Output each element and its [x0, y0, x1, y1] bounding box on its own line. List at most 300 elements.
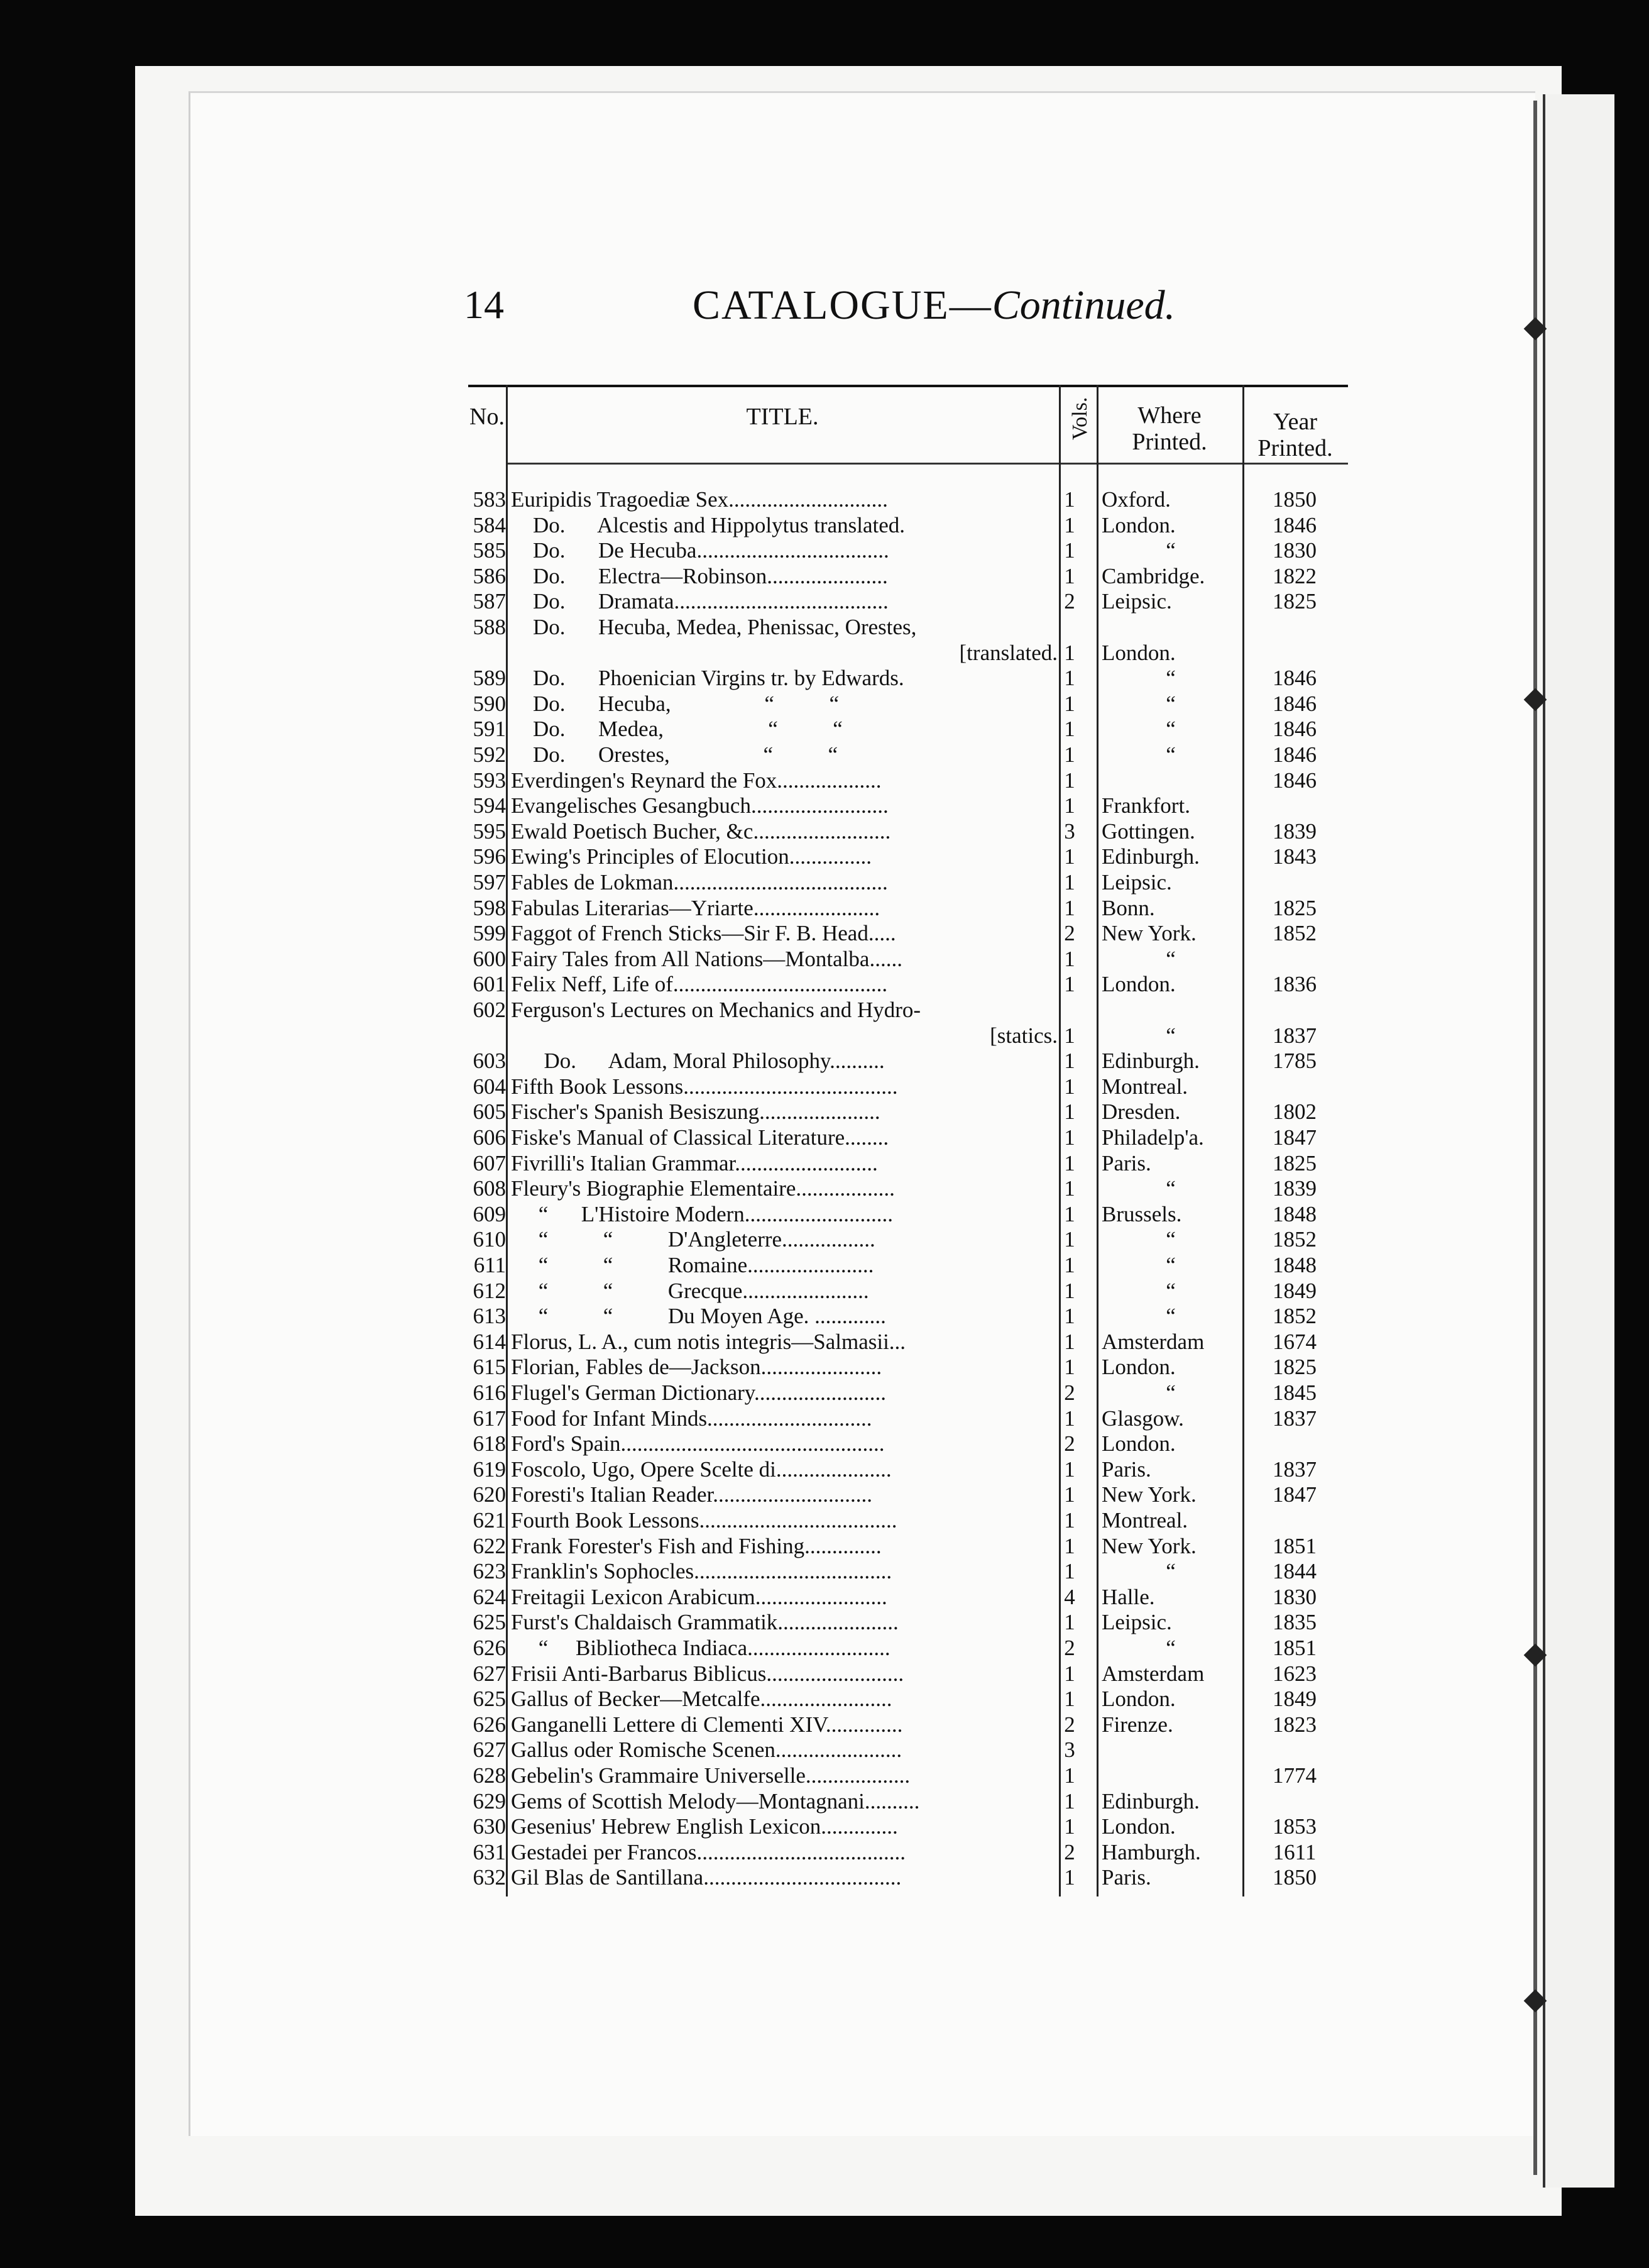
row-number: 592: [473, 742, 506, 767]
table-row: [468, 921, 1348, 946]
row-vols: 1: [1064, 742, 1075, 767]
row-number: 617: [473, 1406, 506, 1431]
row-number: 619: [473, 1456, 506, 1482]
table-row: [468, 1457, 1348, 1482]
header-where-line1: Where: [1137, 402, 1202, 429]
row-year: 1852: [1273, 1304, 1317, 1329]
row-year: 1830: [1273, 538, 1317, 563]
table-row: [468, 1176, 1348, 1201]
row-year: 1846: [1273, 691, 1317, 716]
table-row: [468, 1814, 1348, 1839]
row-number: 610: [473, 1227, 506, 1252]
row-vols: 1: [1064, 691, 1075, 716]
row-place: “: [1166, 1278, 1176, 1303]
row-year: 1845: [1273, 1380, 1317, 1405]
row-title: Do. Dramata.......................................: [511, 589, 889, 614]
row-title: Ewing's Principles of Elocution...............: [511, 844, 872, 869]
row-title: Foscolo, Ugo, Opere Scelte di.....................: [511, 1456, 892, 1482]
row-number: 595: [473, 818, 506, 844]
header-no: No.: [469, 404, 505, 430]
row-number: 605: [473, 1099, 506, 1125]
table-row: [468, 1508, 1348, 1533]
row-vols: 1: [1064, 1533, 1075, 1558]
row-year: 1836: [1273, 972, 1317, 997]
row-year: 1848: [1273, 1201, 1317, 1226]
row-year: 1830: [1273, 1584, 1317, 1609]
row-number: 594: [473, 793, 506, 818]
row-number: 627: [473, 1661, 506, 1686]
row-vols: 1: [1064, 1456, 1075, 1482]
row-title: Fabulas Literarias—Yriarte.......................: [511, 895, 880, 920]
row-title: Fivrilli's Italian Grammar..........................: [511, 1150, 878, 1175]
table-row: [468, 1380, 1348, 1406]
row-number: 623: [473, 1559, 506, 1584]
row-place: New York.: [1102, 921, 1197, 946]
row-number: 608: [473, 1176, 506, 1201]
row-vols: 1: [1064, 768, 1075, 793]
row-number: 599: [473, 921, 506, 946]
row-year: 1846: [1273, 768, 1317, 793]
row-year: 1674: [1273, 1329, 1317, 1354]
table-row: [468, 896, 1348, 921]
table-row: [468, 1865, 1348, 1890]
row-title: Euripidis Tragoediæ Sex.............................: [511, 487, 888, 512]
header-year: [1242, 409, 1348, 461]
row-title: Faggot of French Sticks—Sir F. B. Head.....: [511, 921, 896, 946]
row-number: 590: [473, 691, 506, 716]
table-row: [468, 1304, 1348, 1329]
row-vols: 1: [1064, 1201, 1075, 1226]
row-number: 585: [473, 538, 506, 563]
row-title: “ “ Romaine.......................: [511, 1253, 874, 1277]
table-row: [468, 1687, 1348, 1712]
row-place: Philadelp'a.: [1102, 1125, 1204, 1150]
row-title: Ford's Spain................................................: [511, 1431, 885, 1456]
row-number: 598: [473, 895, 506, 920]
row-number: 597: [473, 870, 506, 895]
row-place: “: [1166, 1380, 1176, 1405]
table-row: [468, 666, 1348, 691]
row-title: “ Bibliotheca Indiaca..........................: [511, 1636, 890, 1660]
row-vols: 2: [1064, 1712, 1075, 1737]
row-title: Gebelin's Grammaire Universelle...................: [511, 1763, 911, 1788]
table-row: [468, 641, 1348, 666]
row-place: New York.: [1102, 1533, 1197, 1558]
table-row: [468, 768, 1348, 793]
row-place: Cambridge.: [1102, 563, 1205, 588]
row-place: “: [1166, 1227, 1176, 1252]
row-vols: 1: [1064, 1176, 1075, 1201]
row-number: 616: [473, 1380, 506, 1405]
row-number: 603: [473, 1049, 506, 1074]
row-number: 589: [473, 666, 506, 691]
row-number: 626: [473, 1712, 506, 1737]
table-row: [468, 1636, 1348, 1661]
binding-thread: [1533, 101, 1537, 2175]
row-title: Gallus oder Romische Scenen.......................: [511, 1737, 902, 1763]
row-vols: 2: [1064, 921, 1075, 946]
table-header-rule: [506, 463, 1348, 465]
row-vols: 1: [1064, 1049, 1075, 1074]
header-where-line2: Printed.: [1132, 429, 1207, 455]
row-year: 1825: [1273, 1355, 1317, 1380]
row-number: 612: [473, 1278, 506, 1303]
row-year: 1839: [1273, 1176, 1317, 1201]
row-title: Gestadei per Francos......................................: [511, 1839, 906, 1864]
row-vols: 1: [1064, 640, 1075, 665]
row-vols: 1: [1064, 666, 1075, 691]
row-number: 593: [473, 768, 506, 793]
table-row: [468, 844, 1348, 869]
row-year: 1837: [1273, 1023, 1317, 1048]
row-title: Do. Phoenician Virgins tr. by Edwards.: [511, 666, 904, 691]
row-vols: 2: [1064, 1839, 1075, 1864]
row-title: Do. De Hecuba...................................: [511, 538, 889, 563]
row-number: 626: [473, 1636, 506, 1660]
table-row: [468, 1406, 1348, 1431]
table-row: [468, 1431, 1348, 1456]
row-year: 1835: [1273, 1610, 1317, 1635]
row-place: Frankfort.: [1102, 793, 1190, 818]
row-vols: 1: [1064, 1661, 1075, 1686]
row-vols: 1: [1064, 895, 1075, 920]
row-place: “: [1166, 742, 1176, 767]
row-year: 1825: [1273, 895, 1317, 920]
table-row: [468, 1151, 1348, 1176]
row-vols: 3: [1064, 818, 1075, 844]
row-vols: 2: [1064, 1380, 1075, 1405]
row-place: Amsterdam: [1102, 1329, 1205, 1354]
row-year: 1850: [1273, 487, 1317, 512]
row-place: Brussels.: [1102, 1201, 1182, 1226]
row-vols: 2: [1064, 1636, 1075, 1660]
table-row: [468, 1125, 1348, 1150]
row-number: 614: [473, 1329, 506, 1354]
row-number: 625: [473, 1610, 506, 1635]
row-year: 1848: [1273, 1253, 1317, 1277]
row-vols: 1: [1064, 870, 1075, 895]
row-title: Franklin's Sophocles....................................: [511, 1559, 892, 1584]
table-row: [468, 1585, 1348, 1610]
table-row: [468, 1049, 1348, 1074]
row-title: Ewald Poetisch Bucher, &c.........................: [511, 818, 891, 844]
row-year: 1847: [1273, 1482, 1317, 1507]
row-vols: 1: [1064, 1329, 1075, 1354]
table-row: [468, 1482, 1348, 1507]
row-place: “: [1166, 538, 1176, 563]
row-title: “ “ Du Moyen Age. .............: [511, 1304, 886, 1329]
row-year: 1825: [1273, 589, 1317, 614]
row-year: 1846: [1273, 666, 1317, 691]
row-title: “ L'Histoire Modern...........................: [511, 1201, 894, 1226]
row-place: Dresden.: [1102, 1099, 1181, 1125]
row-place: London.: [1102, 640, 1176, 665]
row-vols: 1: [1064, 972, 1075, 997]
row-title: Do. Orestes, “ “: [511, 742, 838, 767]
header-vols: Vols.: [1068, 397, 1092, 440]
row-place: Paris.: [1102, 1865, 1151, 1890]
row-year: 1850: [1273, 1865, 1317, 1890]
row-year: 1774: [1273, 1763, 1317, 1788]
page-title-dash: —: [949, 282, 992, 328]
row-year: 1825: [1273, 1150, 1317, 1175]
row-year: 1822: [1273, 563, 1317, 588]
table-row: [468, 1253, 1348, 1278]
table-top-rule: [468, 385, 1348, 387]
row-place: “: [1166, 1559, 1176, 1584]
table-row: [468, 998, 1348, 1023]
table-row: [468, 793, 1348, 818]
table-row: [468, 1355, 1348, 1380]
row-title: Gesenius' Hebrew English Lexicon..............: [511, 1814, 898, 1839]
row-title: Frank Forester's Fish and Fishing..............: [511, 1533, 882, 1558]
row-place: London.: [1102, 512, 1176, 537]
row-place: Bonn.: [1102, 895, 1155, 920]
row-title: Flugel's German Dictionary........................: [511, 1380, 886, 1405]
row-year: 1852: [1273, 1227, 1317, 1252]
row-place: “: [1166, 946, 1176, 971]
row-place: London.: [1102, 1355, 1176, 1380]
adjacent-page-edge: [1543, 94, 1614, 2188]
table-row: [468, 1789, 1348, 1814]
row-title: Food for Infant Minds..............................: [511, 1406, 872, 1431]
row-year: 1623: [1273, 1661, 1317, 1686]
row-number: 602: [473, 998, 506, 1022]
row-year: 1851: [1273, 1636, 1317, 1660]
row-year: 1837: [1273, 1456, 1317, 1482]
table-row: [468, 615, 1348, 640]
row-vols: 1: [1064, 1278, 1075, 1303]
row-year: 1844: [1273, 1559, 1317, 1584]
row-number: 622: [473, 1533, 506, 1558]
row-year: 1846: [1273, 742, 1317, 767]
table-row: [468, 819, 1348, 844]
row-place: Paris.: [1102, 1150, 1151, 1175]
header-title: TITLE.: [746, 404, 819, 430]
table-row: [468, 1840, 1348, 1865]
row-vols: 1: [1064, 1099, 1075, 1125]
table-row: [468, 487, 1348, 512]
row-number: 586: [473, 563, 506, 588]
row-year: 1849: [1273, 1278, 1317, 1303]
row-place: Amsterdam: [1102, 1661, 1205, 1686]
row-vols: 1: [1064, 1482, 1075, 1507]
table-row: [468, 691, 1348, 717]
row-title: Florus, L. A., cum notis integris—Salmasii...: [511, 1329, 906, 1354]
table-row: [468, 1763, 1348, 1788]
row-number: 624: [473, 1584, 506, 1609]
row-title: Evangelisches Gesangbuch.........................: [511, 793, 889, 818]
row-title: Foresti's Italian Reader.............................: [511, 1482, 872, 1507]
row-number: 583: [473, 487, 506, 512]
row-year: 1837: [1273, 1406, 1317, 1431]
row-place: Firenze.: [1102, 1712, 1173, 1737]
row-place: “: [1166, 666, 1176, 691]
page-number: 14: [464, 282, 504, 327]
row-place: Leipsic.: [1102, 870, 1172, 895]
row-year: 1823: [1273, 1712, 1317, 1737]
row-place: London.: [1102, 1687, 1176, 1712]
row-number: 596: [473, 844, 506, 869]
row-number: 584: [473, 512, 506, 537]
row-year: 1851: [1273, 1533, 1317, 1558]
row-place: London.: [1102, 1431, 1176, 1456]
row-vols: 1: [1064, 717, 1075, 742]
row-place: New York.: [1102, 1482, 1197, 1507]
row-vols: 2: [1064, 1431, 1075, 1456]
row-vols: 1: [1064, 1814, 1075, 1839]
row-number: 631: [473, 1839, 506, 1864]
row-vols: 1: [1064, 1508, 1075, 1533]
table-row: [468, 1610, 1348, 1635]
row-number: 591: [473, 717, 506, 742]
row-place: Edinburgh.: [1102, 1049, 1200, 1074]
row-title: Do. Alcestis and Hippolytus translated.: [511, 512, 906, 537]
row-number: 601: [473, 972, 506, 997]
table-row: [468, 1661, 1348, 1687]
row-place: Hamburgh.: [1102, 1839, 1201, 1864]
row-year: 1802: [1273, 1099, 1317, 1125]
row-vols: 1: [1064, 1687, 1075, 1712]
header-year-line2: Printed.: [1257, 435, 1333, 461]
row-title: Florian, Fables de—Jackson......................: [511, 1355, 882, 1380]
row-year: 1785: [1273, 1049, 1317, 1074]
table-row: [468, 742, 1348, 768]
row-number: 632: [473, 1865, 506, 1890]
row-number: 630: [473, 1814, 506, 1839]
row-vols: 1: [1064, 793, 1075, 818]
row-place: Gottingen.: [1102, 818, 1195, 844]
row-place: “: [1166, 691, 1176, 716]
page-title-continued: Continued.: [992, 282, 1176, 328]
row-vols: 1: [1064, 512, 1075, 537]
row-title: Do. Hecuba, Medea, Phenissac, Orestes,: [511, 615, 917, 639]
header-year-line1: Year: [1273, 409, 1318, 435]
page-title-main: CATALOGUE: [693, 282, 950, 328]
row-vols: 4: [1064, 1584, 1075, 1609]
row-vols: 1: [1064, 1150, 1075, 1175]
row-vols: 1: [1064, 538, 1075, 563]
table-row: [468, 870, 1348, 895]
table-row: [468, 947, 1348, 972]
row-place: Glasgow.: [1102, 1406, 1184, 1431]
table-row: [468, 1099, 1348, 1125]
table-row: [468, 1329, 1348, 1355]
row-place: Paris.: [1102, 1456, 1151, 1482]
table-row: [468, 1227, 1348, 1252]
row-number: 620: [473, 1482, 506, 1507]
row-vols: 1: [1064, 1253, 1075, 1277]
row-title: Fairy Tales from All Nations—Montalba......: [511, 946, 902, 971]
row-vols: 1: [1064, 1304, 1075, 1329]
row-number: 628: [473, 1763, 506, 1788]
row-number: 600: [473, 946, 506, 971]
row-title: Do. Hecuba, “ “: [511, 691, 839, 716]
table-row: [468, 1279, 1348, 1304]
row-title: [statics.: [990, 1023, 1058, 1048]
row-number: 625: [473, 1687, 506, 1712]
row-year: 1847: [1273, 1125, 1317, 1150]
row-vols: 2: [1064, 589, 1075, 614]
page-title: [693, 282, 1175, 329]
table-row: [468, 1737, 1348, 1763]
row-title: Ganganelli Lettere di Clementi XIV..............: [511, 1712, 903, 1737]
row-title: Ferguson's Lectures on Mechanics and Hydro-: [511, 998, 921, 1022]
row-title: Furst's Chaldaisch Grammatik......................: [511, 1610, 899, 1635]
row-title: “ “ D'Angleterre.................: [511, 1227, 875, 1252]
table-row: [468, 1712, 1348, 1737]
row-year: 1853: [1273, 1814, 1317, 1839]
row-title: Fables de Lokman.......................................: [511, 870, 888, 895]
row-place: Leipsic.: [1102, 1610, 1172, 1635]
row-vols: 3: [1064, 1737, 1075, 1763]
row-vols: 1: [1064, 1125, 1075, 1150]
row-place: “: [1166, 1176, 1176, 1201]
table-row: [468, 1559, 1348, 1584]
row-title: Freitagii Lexicon Arabicum........................: [511, 1584, 887, 1609]
row-title: Frisii Anti-Barbarus Biblicus.........................: [511, 1661, 904, 1686]
row-vols: 1: [1064, 1074, 1075, 1099]
row-title: Gallus of Becker—Metcalfe........................: [511, 1687, 892, 1712]
row-title: Do. Electra—Robinson......................: [511, 563, 888, 588]
table-row: [468, 1534, 1348, 1559]
table-row: [468, 717, 1348, 742]
row-number: 621: [473, 1508, 506, 1533]
catalogue-table: [468, 377, 1348, 1905]
row-place: “: [1166, 1023, 1176, 1048]
row-year: 1839: [1273, 818, 1317, 844]
row-vols: 1: [1064, 487, 1075, 512]
row-year: 1849: [1273, 1687, 1317, 1712]
row-place: “: [1166, 1636, 1176, 1660]
row-place: London.: [1102, 972, 1176, 997]
table-row: [468, 513, 1348, 538]
row-number: 609: [473, 1201, 506, 1226]
row-title: “ “ Grecque.......................: [511, 1278, 869, 1303]
row-number: 613: [473, 1304, 506, 1329]
row-number: 611: [473, 1253, 506, 1277]
row-year: 1843: [1273, 844, 1317, 869]
row-title: Fleury's Biographie Elementaire..................: [511, 1176, 895, 1201]
row-year: 1846: [1273, 717, 1317, 742]
row-title: [translated.: [959, 640, 1058, 665]
row-number: 604: [473, 1074, 506, 1099]
row-number: 607: [473, 1150, 506, 1175]
row-vols: 1: [1064, 563, 1075, 588]
table-row: [468, 972, 1348, 997]
row-place: Montreal.: [1102, 1074, 1188, 1099]
row-place: Leipsic.: [1102, 589, 1172, 614]
row-vols: 1: [1064, 1610, 1075, 1635]
table-row: [468, 589, 1348, 614]
table-row: [468, 1074, 1348, 1099]
row-title: Do. Medea, “ “: [511, 717, 843, 742]
table-row: [468, 564, 1348, 589]
row-year: 1611: [1273, 1839, 1317, 1864]
row-vols: 1: [1064, 1406, 1075, 1431]
row-year: 1852: [1273, 921, 1317, 946]
header-where: [1097, 402, 1242, 455]
row-number: 606: [473, 1125, 506, 1150]
row-title: Fischer's Spanish Besiszung......................: [511, 1099, 880, 1125]
row-title: Fiske's Manual of Classical Literature........: [511, 1125, 889, 1150]
row-vols: 1: [1064, 844, 1075, 869]
row-number: 587: [473, 589, 506, 614]
row-place: Montreal.: [1102, 1508, 1188, 1533]
row-place: “: [1166, 717, 1176, 742]
row-vols: 1: [1064, 1227, 1075, 1252]
row-number: 627: [473, 1737, 506, 1763]
